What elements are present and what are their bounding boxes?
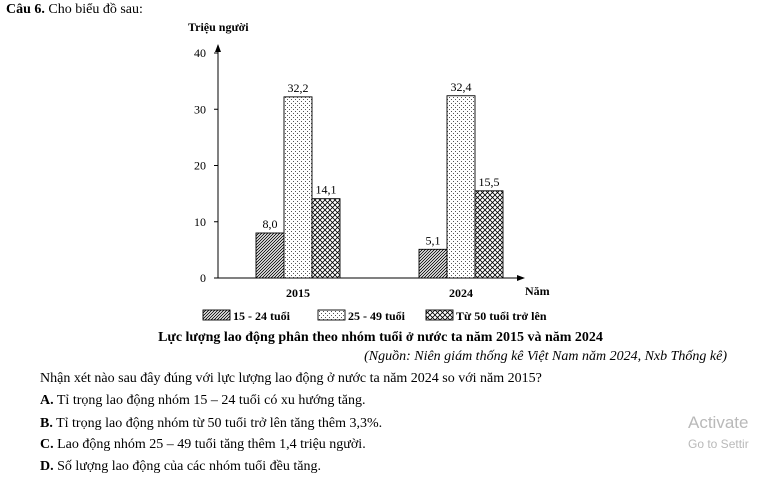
bar: [475, 191, 503, 278]
legend-label: Từ 50 tuổi trở lên: [456, 309, 547, 323]
option-text: Tỉ trọng lao động nhóm từ 50 tuổi trở lên tăng thêm 3,3%.: [56, 416, 383, 431]
option-text: Lao động nhóm 25 – 49 tuổi tăng thêm 1,4 triệu người.: [57, 437, 366, 452]
legend-swatch: [203, 310, 230, 320]
option-a[interactable]: [40, 393, 365, 409]
bar-value-label: 15,5: [478, 174, 500, 189]
bar: [284, 97, 312, 278]
option-letter: D.: [40, 459, 54, 474]
option-letter: B.: [40, 416, 53, 431]
y-axis-label: Triệu người: [188, 20, 249, 34]
chart-title: Lực lượng lao động phân theo nhóm tuổi ở nước ta năm 2015 và năm 2024: [158, 330, 603, 345]
bar: [312, 199, 340, 278]
question-intro: Cho biểu đồ sau:: [48, 2, 143, 17]
x-axis-arrow: [517, 275, 525, 281]
option-d[interactable]: [40, 459, 321, 475]
category-label: 2024: [449, 286, 473, 300]
y-tick-label: 40: [194, 46, 206, 60]
watermark-settings: Go to Settir: [688, 437, 749, 451]
bar: [256, 233, 284, 278]
bar-value-label: 32,4: [450, 79, 472, 94]
y-tick-label: 10: [194, 214, 206, 229]
option-letter: A.: [40, 393, 54, 408]
legend-swatch: [318, 310, 345, 320]
watermark-activate: Activate: [688, 413, 749, 432]
option-c[interactable]: [40, 437, 366, 453]
question-stem: Nhận xét nào sau đây đúng với lực lượng lao động ở nước ta năm 2024 so với năm 2015?: [40, 371, 542, 386]
chart-source: (Nguồn: Niên giám thống kê Việt Nam năm 2024, Nxb Thống kê): [364, 349, 727, 364]
question-number: Câu 6.: [6, 2, 45, 17]
option-letter: C.: [40, 437, 54, 452]
legend-label: 15 - 24 tuổi: [233, 309, 290, 323]
legend-label: 25 - 49 tuổi: [348, 309, 405, 323]
bar-value-label: 5,1: [425, 233, 441, 248]
y-axis-arrow: [215, 44, 221, 52]
option-b[interactable]: [40, 416, 382, 432]
bar: [419, 249, 447, 278]
bar-value-label: 32,2: [287, 80, 309, 95]
bar-value-label: 14,1: [315, 182, 337, 197]
bar: [447, 96, 475, 278]
legend-swatch: [426, 310, 453, 320]
bar-value-label: 8,0: [262, 217, 278, 231]
y-tick-label: 20: [194, 158, 206, 173]
y-tick-label: 30: [194, 102, 206, 117]
y-tick-label: 0: [200, 271, 206, 285]
category-label: 2015: [286, 286, 310, 300]
option-text: Số lượng lao động của các nhóm tuổi đều tăng.: [57, 459, 321, 474]
x-axis-label: Năm: [525, 284, 550, 298]
option-text: Tỉ trọng lao động nhóm 15 – 24 tuổi có xu hướng tăng.: [56, 393, 366, 408]
